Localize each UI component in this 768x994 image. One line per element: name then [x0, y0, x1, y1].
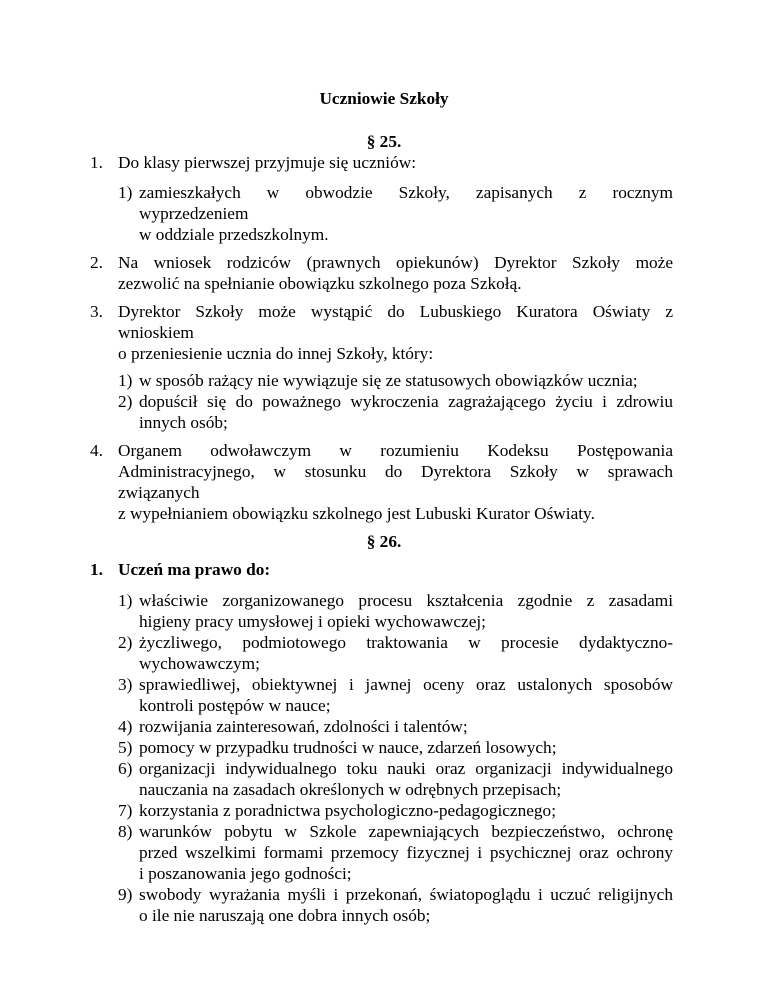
item-text: Administracyjnego, w stosunku do Dyrektora Szkoły w sprawach: [118, 462, 673, 481]
item-text: Dyrektor Szkoły może wystąpić do Lubuskiego Kuratora Oświaty z: [118, 302, 673, 321]
subitem-text: swobody wyrażania myśli i przekonań, światopoglądu i uczuć religijnych: [139, 885, 673, 904]
subitem-text: sprawiedliwej, obiektywnej i jawnej oceny oraz ustalonych sposobów: [139, 675, 673, 694]
subitem-text: wyprzedzeniem: [139, 204, 249, 223]
subitem-text: organizacji indywidualnego toku nauki oraz organizacji indywidualnego: [139, 759, 673, 778]
subitem-text: dopuścił się do poważnego wykroczenia zagrażającego życiu i zdrowiu: [139, 392, 673, 411]
item-text: Organem odwoławczym w rozumieniu Kodeksu Postępowania: [118, 441, 673, 460]
subitem-text: rozwijania zainteresowań, zdolności i talentów;: [139, 717, 468, 736]
subitem-text: życzliwego, podmiotowego traktowania w procesie dydaktyczno-: [139, 633, 673, 652]
subitem-text: warunków pobytu w Szkole zapewniających bezpieczeństwo, ochronę: [139, 822, 673, 841]
subitem-number: 1): [118, 183, 133, 202]
item-number: 1.: [90, 560, 103, 579]
subitem-number: 6): [118, 759, 133, 778]
subitem-number: 8): [118, 822, 133, 841]
subitem-text: zamieszkałych w obwodzie Szkoły, zapisanych z rocznym: [139, 183, 673, 202]
subitem-text: kontroli postępów w nauce;: [139, 696, 331, 715]
subitem-number: 4): [118, 717, 133, 736]
item-text: Na wniosek rodziców (prawnych opiekunów) Dyrektor Szkoły może: [118, 253, 673, 272]
item-text: związanych: [118, 483, 200, 502]
subitem-number: 1): [118, 591, 133, 610]
subitem-text: o ile nie naruszają one dobra innych osób;: [139, 906, 431, 925]
subitem-text: pomocy w przypadku trudności w nauce, zdarzeń losowych;: [139, 738, 557, 757]
subitem-text: wychowawczym;: [139, 654, 260, 673]
subitem-number: 2): [118, 633, 133, 652]
item-text: Do klasy pierwszej przyjmuje się uczniów:: [118, 153, 417, 172]
subitem-text: i poszanowania jego godności;: [139, 864, 352, 883]
item-number: 4.: [90, 441, 103, 460]
item-number: 2.: [90, 253, 103, 272]
subitem-text: innych osób;: [139, 413, 228, 432]
item-text: z wypełnianiem obowiązku szkolnego jest Lubuski Kurator Oświaty.: [118, 504, 595, 523]
subitem-text: w oddziale przedszkolnym.: [139, 225, 329, 244]
document-heading: Uczniowie Szkoły: [319, 89, 449, 108]
paragraph-26-heading: § 26.: [366, 532, 402, 551]
subitem-number: 7): [118, 801, 133, 820]
paragraph-25-heading: § 25.: [366, 132, 402, 151]
subitem-text: w sposób rażący nie wywiązuje się ze statusowych obowiązków ucznia;: [139, 371, 638, 390]
item-text: zezwolić na spełnianie obowiązku szkolnego poza Szkołą.: [118, 274, 522, 293]
subitem-text: korzystania z poradnictwa psychologiczno-pedagogicznego;: [139, 801, 556, 820]
subitem-text: właściwie zorganizowanego procesu kształcenia zgodnie z zasadami: [139, 591, 673, 610]
subitem-number: 1): [118, 371, 133, 390]
subitem-number: 5): [118, 738, 133, 757]
subitem-number: 2): [118, 392, 133, 411]
item-text: o przeniesienie ucznia do innej Szkoły, który:: [118, 344, 434, 363]
subitem-number: 3): [118, 675, 133, 694]
item-text: wnioskiem: [118, 323, 194, 342]
item-number: 3.: [90, 302, 103, 321]
subitem-text: higieny pracy umysłowej i opieki wychowawczej;: [139, 612, 486, 631]
item-text: Uczeń ma prawo do:: [118, 560, 271, 579]
item-number: 1.: [90, 153, 103, 172]
subitem-text: nauczania na zasadach określonych w odrębnych przepisach;: [139, 780, 562, 799]
subitem-text: przed wszelkimi formami przemocy fizycznej i psychicznej oraz ochrony: [139, 843, 673, 862]
subitem-number: 9): [118, 885, 133, 904]
